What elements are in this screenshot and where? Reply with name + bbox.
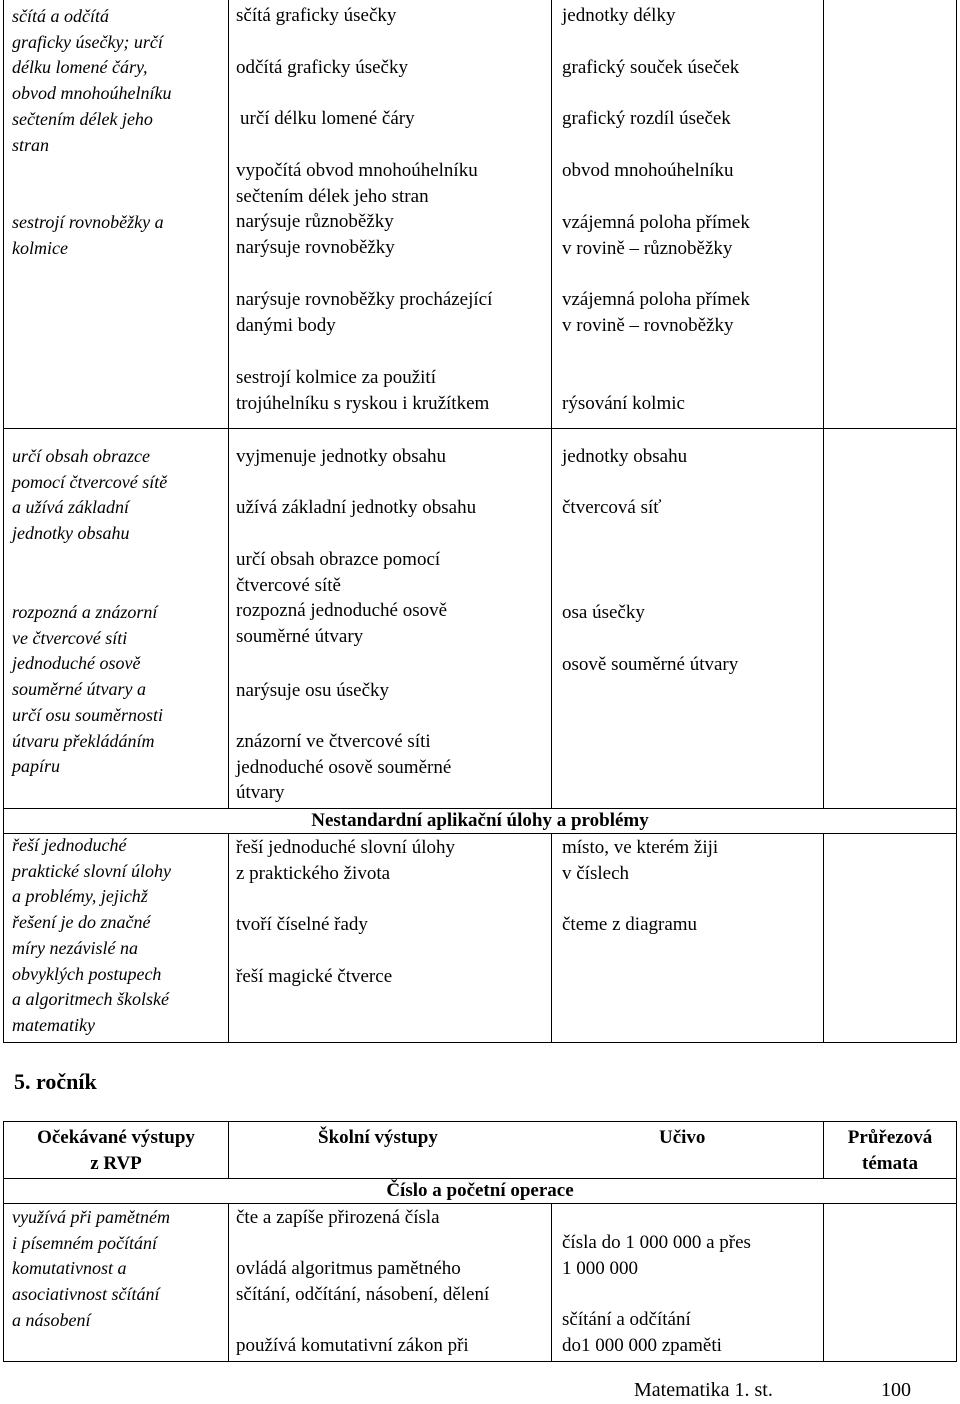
school-output-item: používá komutativní zákon při [236,1335,469,1356]
table1-row-divider-1 [3,428,957,429]
curriculum-item: čísla do 1 000 000 a přes 1 000 000 [562,1232,751,1279]
school-output-item: narýsuje rovnoběžky procházející danými body [236,289,493,336]
table1-col-divider-1 [228,0,229,808]
curriculum-item: obvod mnohoúhelníku [562,160,734,181]
footer-page-number: 100 [881,1379,911,1401]
curriculum-item: rýsování kolmic [562,393,685,414]
table2-col-divider-3b [823,1203,824,1362]
curriculum-item: sčítání a odčítání do1 000 000 zpaměti [562,1309,722,1356]
school-output-item: narýsuje osu úsečky [236,680,390,701]
table2-right-border [956,1121,957,1362]
school-output-item: vypočítá obvod mnohoúhelníku sečtením délek jeho stran narýsuje různoběžky narýsuje rovnoběžky [236,160,478,259]
table1-col-divider-2 [551,0,552,808]
table2-col-divider-1b [228,1203,229,1362]
header-rvp-outputs: Očekávané výstupy z RVP [37,1127,195,1174]
school-output-item: sestrojí kolmice za použití trojúhelníku s ryskou i kružítkem [236,367,490,414]
school-output-item: znázorní ve čtvercové síti jednoduché osově souměrné útvary [236,731,452,804]
school-output-item: užívá základní jednotky obsahu [236,497,477,518]
table1-col-divider-2b [551,833,552,1043]
curriculum-item: čteme z diagramu [562,914,698,935]
school-output-item: určí obsah obrazce pomocí čtvercové sítě rozpozná jednoduché osově souměrné útvary [236,549,448,648]
curriculum-item: vzájemná poloha přímek v rovině – rovnoběžky [562,289,750,336]
header-school-outputs: Školní výstupy [318,1127,438,1148]
header-curriculum: Učivo [659,1127,706,1148]
school-output-item: odčítá graficky úsečky [236,57,408,78]
table2-top-border [3,1121,957,1122]
school-output-item: vyjmenuje jednotky obsahu [236,446,447,467]
table2-col-divider-2 [551,1203,552,1362]
rvp-output-parallels: sestrojí rovnoběžky a kolmice [12,212,164,258]
rvp-output-commutativity: využívá při pamětném i písemném počítání komutativnost a asociativnost sčítání a násobení [12,1207,170,1330]
curriculum-item: čtvercová síť [562,497,662,518]
curriculum-item: osově souměrné útvary [562,654,739,675]
rvp-output-symmetry: rozpozná a znázorní ve čtvercové síti jednoduché osově souměrné útvary a určí osu souměrnosti útvaru překládáním papíru [12,602,164,777]
curriculum-item: vzájemná poloha přímek v rovině – různoběžky [562,212,750,259]
table1-right-border [956,0,957,1043]
table1-col-divider-1b [228,833,229,1043]
grade-heading: 5. ročník [14,1069,97,1094]
table1-left-border [3,0,4,1043]
school-output-item: řeší jednoduché slovní úlohy z praktického života [236,837,455,884]
curriculum-item: grafický souček úseček [562,57,740,78]
school-output-item: ovládá algoritmus pamětného sčítání, odčítání, násobení, dělení [236,1258,490,1305]
rvp-output-nonstandard: řeší jednoduché praktické slovní úlohy a problémy, jejichž řešení je do značné míry nezávislé na obvyklých postupech a algoritmech školské matematiky [12,835,171,1035]
table1-col-divider-3b [823,833,824,1043]
curriculum-item: jednotky obsahu [562,446,688,467]
curriculum-item: jednotky délky [562,5,676,26]
table2-col-divider-1 [228,1121,229,1178]
school-output-item: sčítá graficky úsečky [236,5,397,26]
curriculum-item: místo, ve kterém žiji v číslech [562,837,719,884]
section-heading-numbers: Číslo a početní operace [386,1180,574,1201]
footer-subject: Matematika 1. st. [634,1379,773,1401]
rvp-output-area: určí obsah obrazce pomocí čtvercové sítě a užívá základní jednotky obsahu [12,446,168,544]
section-heading-nonstandard: Nestandardní aplikační úlohy a problémy [311,810,649,831]
table1-col-divider-3 [823,0,824,808]
school-output-item: řeší magické čtverce [236,966,393,987]
table1-bottom-border [3,1042,957,1043]
table2-bottom-border [3,1361,957,1362]
curriculum-item: osa úsečky [562,602,645,623]
header-cross-curricular: Průřezová témata [847,1127,933,1174]
rvp-output-geometry: sčítá a odčítá graficky úsečky; určí délku lomené čáry, obvod mnohoúhelníku sečtením délek jeho stran [12,6,172,155]
school-output-item: tvoří číselné řady [236,914,368,935]
school-output-item: čte a zapíše přirozená čísla [236,1207,440,1228]
curriculum-item: grafický rozdíl úseček [562,108,731,129]
school-output-item: určí délku lomené čáry [240,108,415,129]
